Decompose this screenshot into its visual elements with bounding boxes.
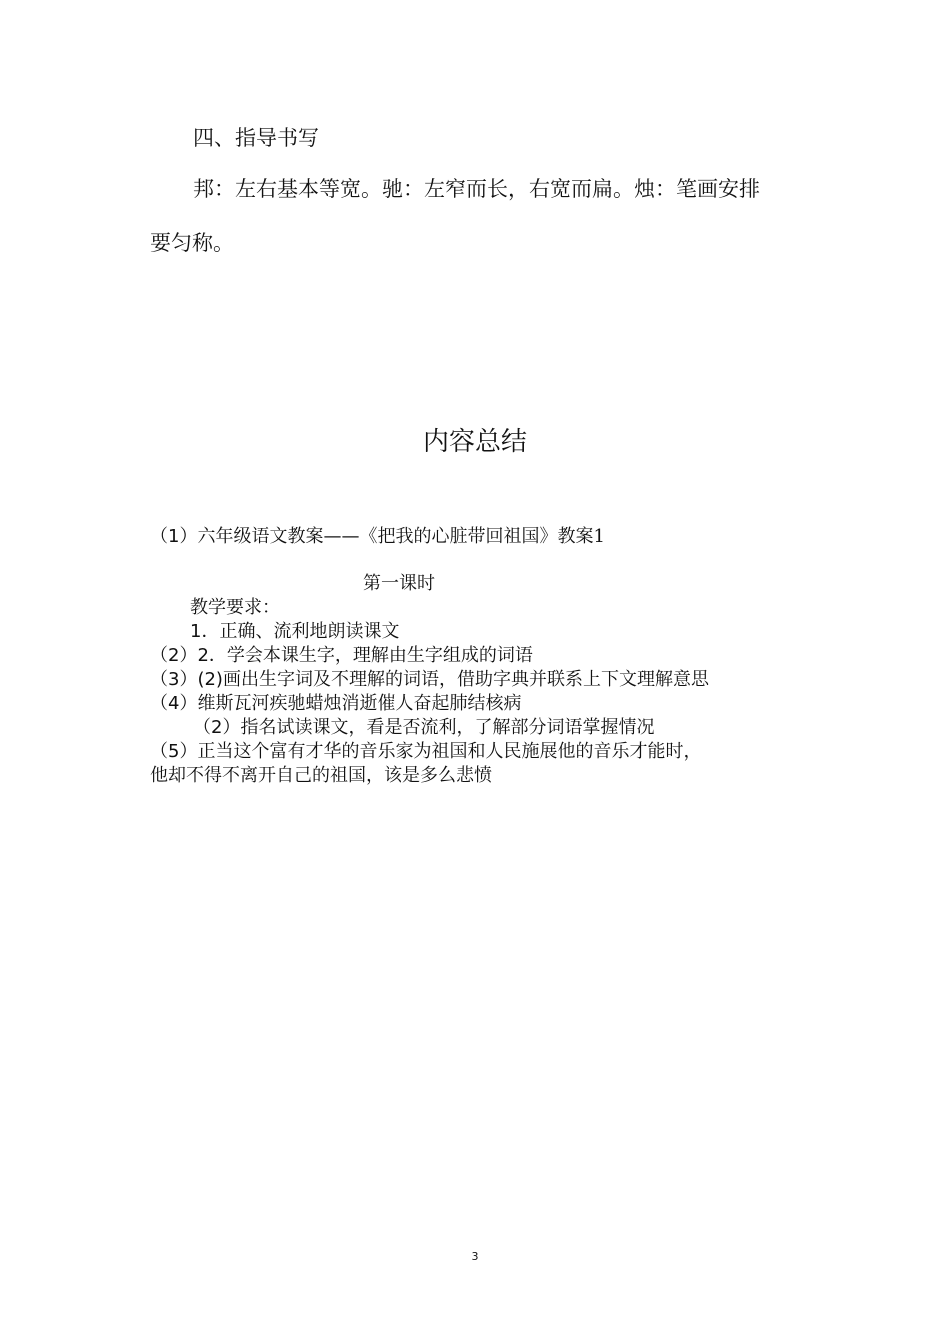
section-heading: 四、指导书写 [193,126,319,150]
summary-item: （5）正当这个富有才华的音乐家为祖国和人民施展他的音乐才能时， [150,741,702,762]
summary-line: 他却不得不离开自己的祖国，该是多么悲愤 [150,765,492,786]
summary-item [150,525,605,549]
paragraph-line: 要匀称。 [150,231,234,255]
summary-item-number: 1 [593,526,605,547]
summary-item-text: （1）六年级语文教案——《把我的心脏带回祖国》教案 [150,526,594,547]
summary-item: （3）(2)画出生字词及不理解的词语，借助字典并联系上下文理解意思 [150,669,709,690]
summary-line: 1．正确、流利地朗读课文 [190,621,400,642]
requirements-label: 教学要求： [190,597,280,618]
summary-line: （2）指名试读课文，看是否流利，了解部分词语掌握情况 [193,717,655,738]
page-number: 3 [471,1250,479,1263]
summary-item: （4）维斯瓦河疾驰蜡烛消逝催人奋起肺结核病 [150,693,522,714]
summary-item: （2）2．学会本课生字，理解由生字组成的词语 [150,645,533,666]
paragraph-line: 邦：左右基本等宽。驰：左窄而长，右宽而扁。烛：笔画安排 [193,177,760,201]
lesson-label: 第一课时 [363,573,435,594]
summary-title: 内容总结 [422,427,527,457]
